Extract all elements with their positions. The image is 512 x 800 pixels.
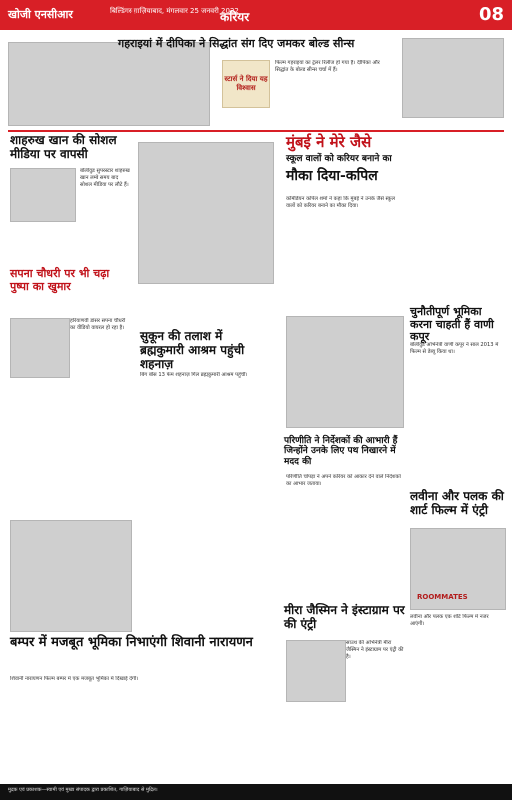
shehnaaz-body: बिग बॉस 13 फेम शहनाज़ गिल ब्रह्मकुमारी आश्रम पहुंचीं। (140, 372, 248, 378)
deepika-body: फिल्म गहराइयां का ट्रेलर रिलीज हो गया है। दीपिका और सिद्धांत के बोल्ड सीन्स चर्चा में हैं। (275, 60, 380, 73)
parineeti-headline: परिणीति ने निर्देशकों की आभारी हैं जिन्होंने उनके लिए पथ निखारने में मदद की (284, 436, 398, 467)
masthead (0, 0, 512, 30)
shahrukh-image (10, 168, 76, 222)
kapil-subheadline: स्कूल वालों को करियर बनाने का (286, 154, 392, 164)
leena-poster-title: ROOMMATES (417, 593, 468, 601)
footer-text: मुद्रक एवं प्रकाशक—स्वामी एवं मुख्य संपादक द्वारा प्रकाशित, गाज़ियाबाद से मुद्रित। (8, 787, 158, 793)
meera-body: साउथ की अभिनेत्री मीरा जैस्मिन ने इंस्टाग्राम पर एंट्री की है। (346, 640, 404, 660)
shehnaaz-image (138, 142, 274, 284)
kapil-body: कॉमेडियन कपिल शर्मा ने कहा कि मुंबई ने उनके जैसे स्कूल वालों को करियर बनाने का मौका दिया। (286, 196, 396, 209)
page-number: 08 (478, 4, 504, 25)
deepika-headline: गहराइयां में दीपिका ने सिद्धांत संग दिए जमकर बोल्ड सीन्स (118, 37, 355, 50)
section-divider (8, 130, 504, 132)
kapil-headline-end: मौका दिया-कपिल (286, 168, 378, 184)
parineeti-image (286, 316, 404, 428)
sapna-image (10, 318, 70, 378)
parineeti-body: परिणीति चोपड़ा ने अपने करियर को आकार देने वाले निर्देशकों का आभार जताया। (286, 474, 401, 487)
vaani-headline: चुनौतीपूर्ण भूमिका करना चाहती हैं वाणी कपूर (410, 305, 494, 344)
shivani-headline: बम्पर में मजबूत भूमिका निभाएंगी शिवानी नारायणन (10, 635, 253, 650)
shehnaaz-headline: सुकून की तलाश में ब्रह्मकुमारी आश्रम पहुंची शहनाज़ (140, 329, 245, 371)
shahrukh-headline: शाहरुख खान की सोशल मीडिया पर वापसी (10, 133, 117, 161)
deepika-quote: स्टार्स ने दिया यह विश्वास (222, 60, 270, 108)
vaani-body: बॉलीवुड अभिनेत्री वाणी कपूर ने साल 2013 में फिल्म से डेब्यू किया था। (410, 342, 499, 355)
section-title: करियर (220, 10, 250, 24)
meera-headline: मीरा जैस्मिन ने इंस्टाग्राम पर की एंट्री (284, 603, 405, 631)
kapil-image (402, 38, 504, 118)
shivani-image (10, 520, 132, 632)
leena-headline: लवीना और पलक की शार्ट फिल्म में एंट्री (410, 489, 504, 517)
kapil-headline: मुंबई ने मेरे जैसे (286, 133, 372, 151)
meera-image (286, 640, 346, 702)
shahrukh-body: बॉलीवुड सुपरस्टार शाहरुख खान लम्बे समय बाद सोशल मीडिया पर लौटे हैं। (80, 168, 130, 188)
footer-bar (0, 784, 512, 800)
dateline: बिल्डिंगस्‍ ग़ाज़ियाबाद, मंगलवार 25 जनवरी 2022 (110, 7, 239, 15)
deepika-image (8, 42, 210, 126)
sapna-body: हरियाणवी डांसर सपना चौधरी का वीडियो वायरल हो रहा है। (70, 318, 126, 331)
leena-poster (410, 528, 506, 610)
sapna-headline: सपना चौधरी पर भी चढ़ा पुष्पा का खुमार (10, 267, 110, 293)
brand-name: खोजी एनसीआर (8, 8, 73, 21)
leena-body: लवीना और पलक एक शॉर्ट फिल्म में नजर आएंगी। (410, 614, 489, 627)
shivani-body: शिवानी नारायणन फिल्म बम्पर में एक मजबूत भूमिका में दिखाई देंगी। (10, 676, 139, 682)
